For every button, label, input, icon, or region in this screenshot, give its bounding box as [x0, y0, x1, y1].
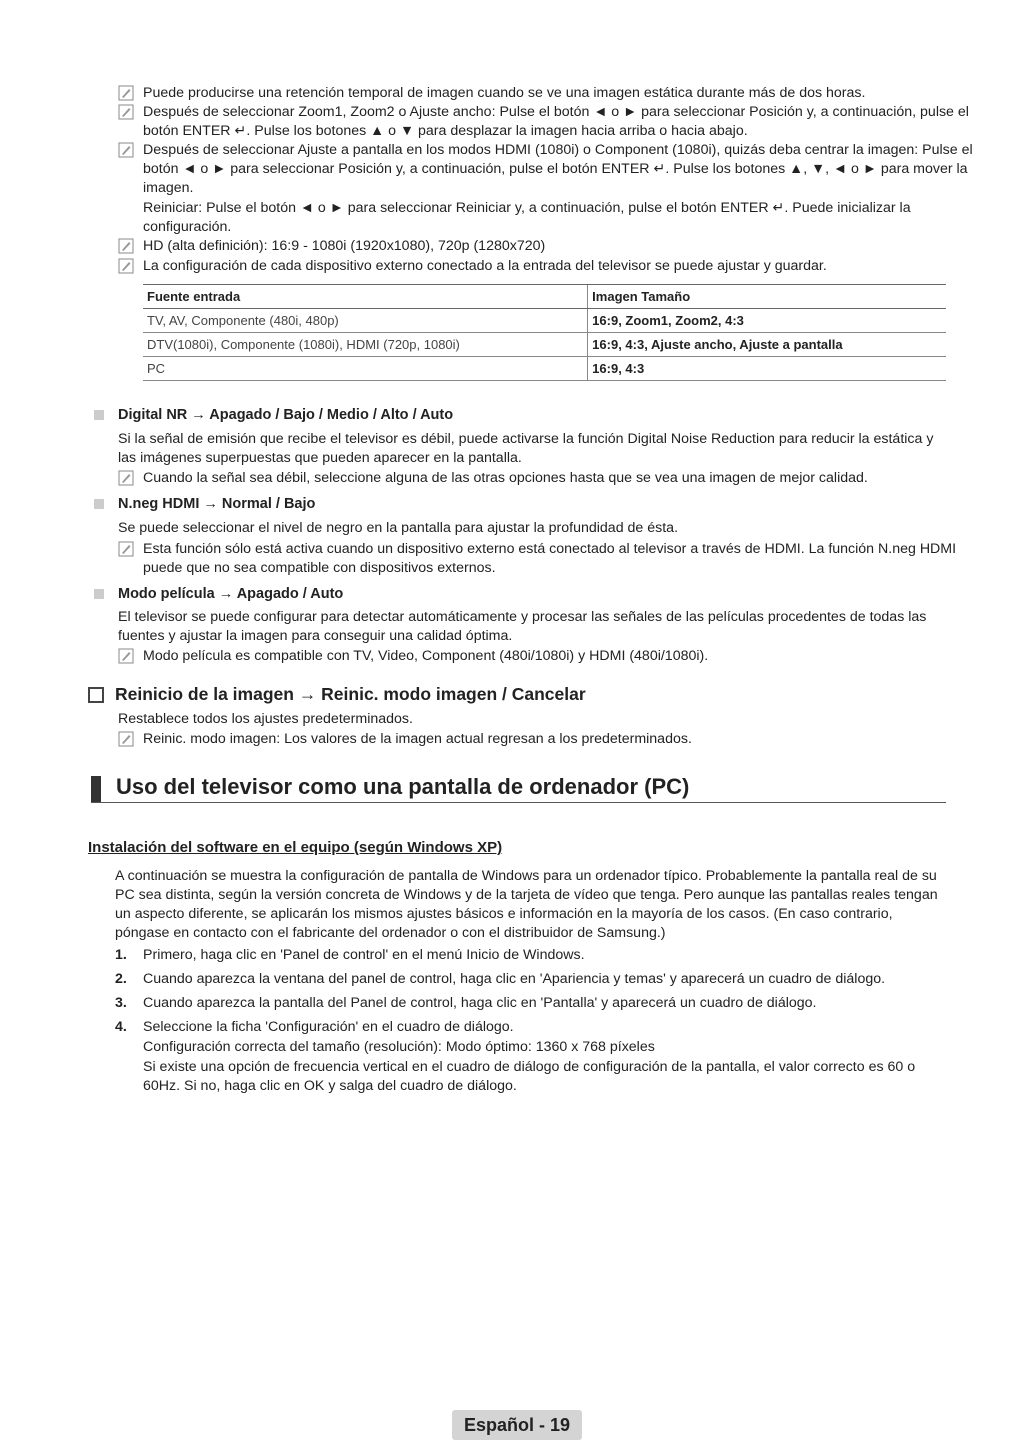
step4-frequency: Si existe una opción de frecuencia vertical en el cuadro de diálogo de configuración de la pantalla, el valor correcto es 60 o 60Hz. Si no, haga clic en OK y salga del cuadro de diálogo. — [143, 1059, 916, 1094]
step4-resolution: Configuración correcta del tamaño (resolución): Modo óptimo: 1360 x 768 píxeles — [143, 1039, 655, 1055]
checkbox-square-icon — [88, 687, 104, 703]
note-text: La configuración de cada dispositivo externo conectado a la entrada del televisor se puede ajustar y guardar. — [143, 258, 827, 274]
table-row — [143, 333, 946, 357]
note-ajuste-pantalla — [118, 141, 973, 198]
sub-title: Instalación del software en el equipo (según Windows XP) — [88, 839, 503, 856]
item-square-icon — [94, 589, 104, 599]
note-text: Puede producirse una retención temporal de imagen cuando se ve una imagen estática durante más de dos horas. — [143, 85, 866, 101]
list-item — [115, 994, 817, 1013]
reiniciar-text: Reiniciar: Pulse el botón ◄ o ► para seleccionar Reiniciar y, a continuación, pulse el botón ENTER ↵. Puede inicializar la configuración. — [143, 200, 911, 235]
table-cell: DTV(1080i), Componente (1080i), HDMI (720p, 1080i) — [143, 333, 588, 357]
note-text: Modo película es compatible con TV, Video, Component (480i/1080i) y HDMI (480i/1080i). — [143, 648, 709, 664]
table-header-row — [143, 285, 946, 309]
step-text: Primero, haga clic en 'Panel de control' en el menú Inicio de Windows. — [143, 947, 585, 963]
title-bar — [91, 776, 101, 802]
note-text: Después de seleccionar Zoom1, Zoom2 o Ajuste ancho: Pulse el botón ◄ o ► para seleccionar Posición y, a continuación, pulse el botón ENTER ↵. Pulse los botones ▲ o ▼ para desplazar la imagen hacia arriba o hacia abajo. — [143, 104, 969, 139]
modo-pelicula-heading: Modo película → Apagado / Auto — [118, 585, 343, 604]
digital-nr-note — [118, 469, 973, 488]
note-config — [118, 257, 973, 276]
note-icon — [118, 104, 134, 120]
note-icon — [118, 541, 134, 557]
list-item — [115, 1018, 514, 1037]
table-cell: 16:9, 4:3 — [588, 357, 946, 381]
table-cell: TV, AV, Componente (480i, 480p) — [143, 309, 588, 333]
neg-hdmi-body: Se puede seleccionar el nivel de negro en la pantalla para ajustar la profundidad de ésta. — [118, 520, 679, 536]
note-icon — [118, 142, 134, 158]
table-cell: 16:9, 4:3, Ajuste ancho, Ajuste a pantalla — [588, 333, 946, 357]
note-icon — [118, 648, 134, 664]
note-hd — [118, 237, 973, 256]
note-zoom — [118, 103, 973, 141]
note-text: Cuando la señal sea débil, seleccione alguna de las otras opciones hasta que se vea una imagen de mejor calidad. — [143, 470, 868, 486]
item-square-icon — [94, 499, 104, 509]
intro-paragraph: A continuación se muestra la configuración de pantalla de Windows para un ordenador típico. Probablemente la pantalla real de su PC sea distinta, según la versión concreta de Windows y de la tarjeta de vídeo que tenga. Pero aunque las pantallas reales tengan un aspecto diferente, se aplicarán los mismos ajustes básicos e información en la mayoría de los casos. (En caso contrario, póngase en contacto con el fabricante del ordenador o con el distribuidor de Samsung.) — [115, 868, 938, 941]
note-icon — [118, 238, 134, 254]
neg-hdmi-heading: N.neg HDMI → Normal / Bajo — [118, 495, 315, 514]
step-number: 1. — [115, 947, 127, 963]
table-cell: 16:9, Zoom1, Zoom2, 4:3 — [588, 309, 946, 333]
page-footer: Español - 19 — [452, 1410, 582, 1440]
step-text: Cuando aparezca la ventana del panel de control, haga clic en 'Apariencia y temas' y aparecerá un cuadro de diálogo. — [143, 971, 886, 987]
note-icon — [118, 85, 134, 101]
step-text: Seleccione la ficha 'Configuración' en el cuadro de diálogo. — [143, 1019, 514, 1035]
note-text: Esta función sólo está activa cuando un dispositivo externo está conectado al televisor a través de HDMI. La función N.neg HDMI puede que no sea compatible con dispositivos externos. — [143, 541, 957, 576]
section-title: Uso del televisor como una pantalla de ordenador (PC) — [91, 774, 946, 803]
step-number: 4. — [115, 1019, 127, 1035]
note-text: Después de seleccionar Ajuste a pantalla en los modos HDMI (1080i) o Component (1080i), quizás deba centrar la imagen: Pulse el botón ◄ o ► para seleccionar Posición y, a continuación, pulse el botón ENTER ↵. Pulse los botones ▲, ▼, ◄ o ► para mover la imagen. — [143, 142, 973, 196]
note-icon — [118, 258, 134, 274]
table-row — [143, 357, 946, 381]
step-number: 3. — [115, 995, 127, 1011]
note-icon — [118, 731, 134, 747]
step-number: 2. — [115, 971, 127, 987]
table-cell: PC — [143, 357, 588, 381]
note-text: Reinic. modo imagen: Los valores de la imagen actual regresan a los predeterminados. — [143, 731, 692, 747]
note-icon — [118, 470, 134, 486]
list-item — [115, 946, 585, 965]
digital-nr-body: Si la señal de emisión que recibe el televisor es débil, puede activarse la función Digital Noise Reduction para reducir la estática y las imágenes superpuestas que pueden aparecer en la pantalla. — [118, 431, 934, 466]
table-header: Imagen Tamaño — [588, 285, 946, 309]
input-size-table — [143, 284, 946, 381]
table-row — [143, 309, 946, 333]
neg-hdmi-note — [118, 540, 973, 578]
modo-pelicula-note — [118, 647, 973, 666]
modo-pelicula-body: El televisor se puede configurar para detectar automáticamente y procesar las señales de las películas procedentes de todas las fuentes y ajustar la imagen para conseguir una calidad óptima. — [118, 609, 927, 644]
digital-nr-heading: Digital NR → Apagado / Bajo / Medio / Alto / Auto — [118, 406, 453, 425]
note-retention — [118, 84, 973, 103]
item-square-icon — [94, 410, 104, 420]
list-item — [115, 970, 886, 989]
reinicio-heading: Reinicio de la imagen → Reinic. modo imagen / Cancelar — [88, 685, 586, 704]
reinicio-body: Restablece todos los ajustes predeterminados. — [118, 711, 413, 727]
step-text: Cuando aparezca la pantalla del Panel de control, haga clic en 'Pantalla' y aparecerá un cuadro de diálogo. — [143, 995, 817, 1011]
table-header: Fuente entrada — [143, 285, 588, 309]
note-text: HD (alta definición): 16:9 - 1080i (1920x1080), 720p (1280x720) — [143, 238, 546, 254]
reinicio-note — [118, 730, 973, 749]
